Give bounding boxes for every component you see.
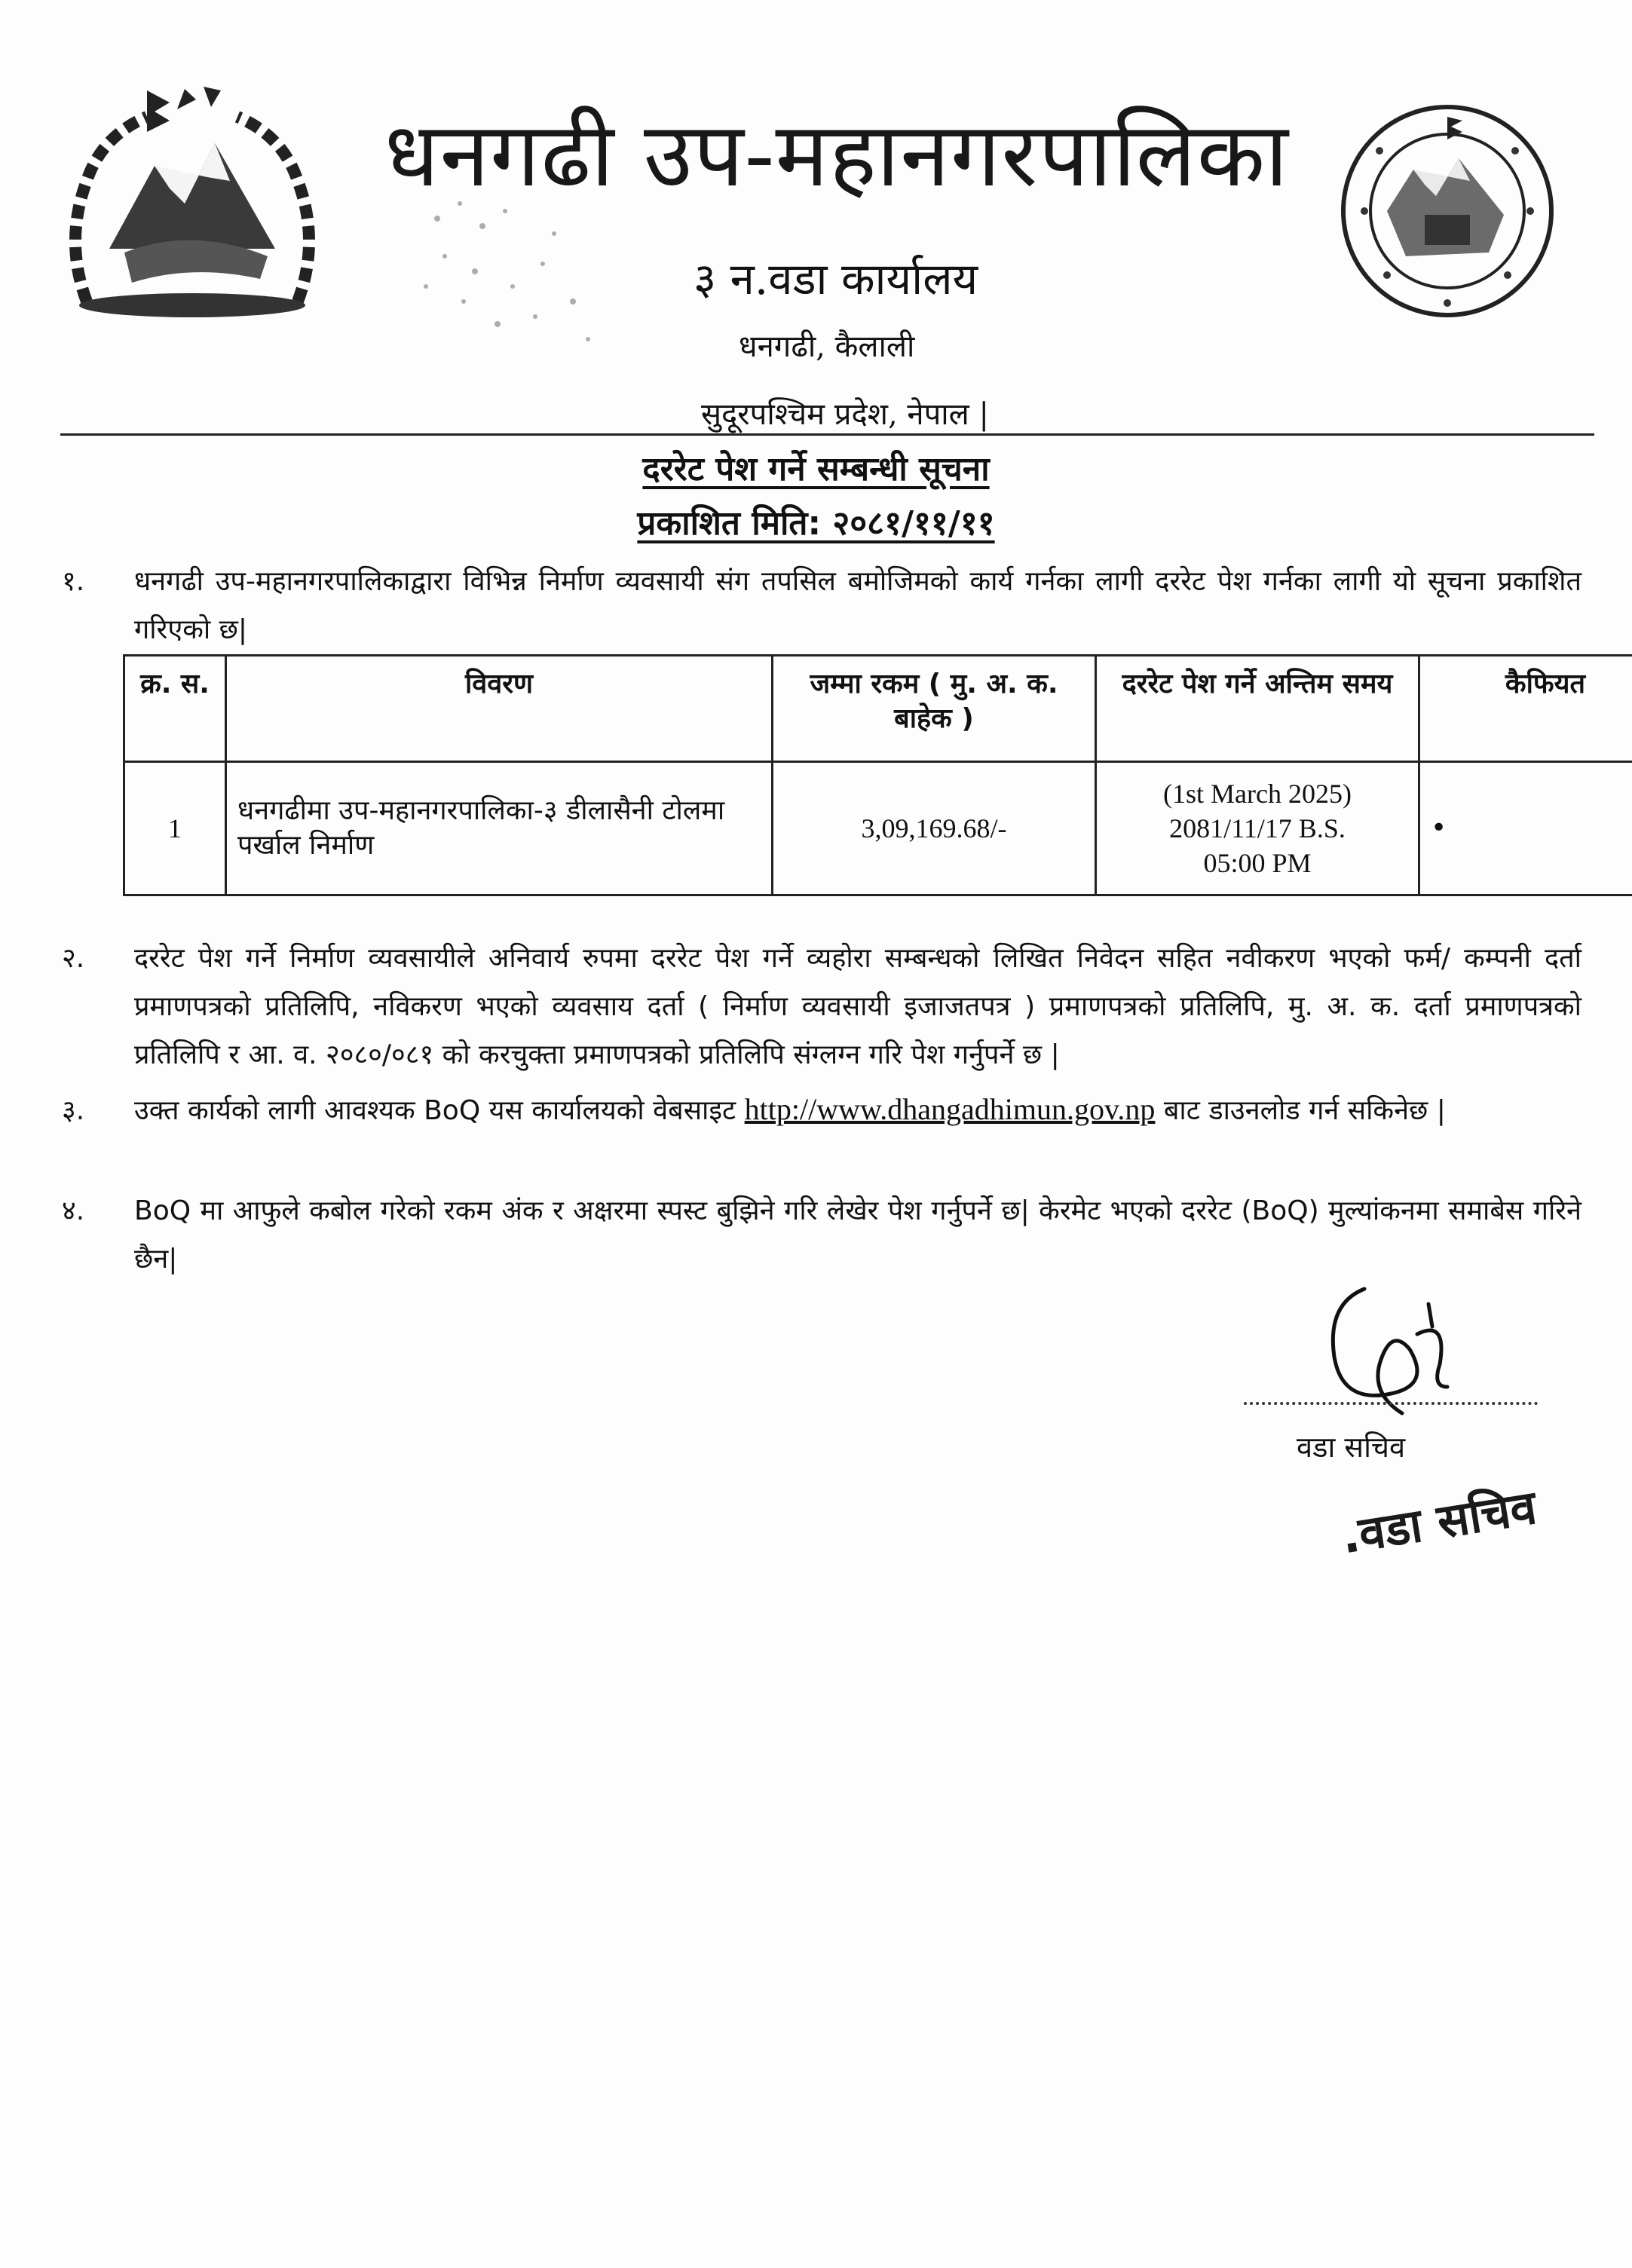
signatory-stamp: .वडा सचिव (1337, 1479, 1541, 1565)
paragraph-1-text: धनगढी उप-महानगरपालिकाद्वारा विभिन्न निर्माण व्यवसायी संग तपसिल बमोजिमको कार्य गर्नका लागी दररेट पेश गर्नका लागी यो सूचना प्रकाशित गरिएको छ| (134, 566, 1581, 645)
paragraph-4-number: ४. (62, 1195, 85, 1226)
paragraph-2 (62, 935, 1581, 1079)
paragraph-1-number: १. (62, 566, 85, 597)
published-date-text: प्रकाशित मिति: २०८१/११/११ (637, 504, 995, 543)
cell-description: धनगढीमा उप-महानगरपालिका-३ डीलासैनी टोलमा पर्खाल निर्माण (226, 762, 773, 895)
deadline-time: 05:00 PM (1203, 848, 1312, 878)
cell-amount: 3,09,169.68/- (773, 762, 1096, 895)
office-address: धनगढी, कैलाली (739, 329, 915, 364)
header-deadline: दररेट पेश गर्ने अन्तिम समय (1096, 656, 1419, 762)
province-country: सुदूरपश्चिम प्रदेश, नेपाल | (701, 397, 989, 432)
signatory-title: वडा सचिव (1297, 1431, 1406, 1464)
table-row (124, 762, 1632, 895)
paragraph-2-text: दररेट पेश गर्ने निर्माण व्यवसायीले अनिवार्य रुपमा दररेट पेश गर्ने व्यहोरा सम्बन्धको लिखित निवेदन सहित नवीकरण भएको फर्म/ कम्पनी दर्ता प्रमाणपत्रको प्रतिलिपि, नविकरण भएको व्यवसाय दर्ता ( निर्माण व्यवसायी इजाजतपत्र ) प्रमाणपत्रको प्रतिलिपि, मु. अ. क. दर्ता प्रमाणपत्रको प्रतिलिपि र आ. व. २०८०/०८१ को करचुक्ता प्रमाणपत्रको प्रतिलिपि संग्लग्न गरि पेश गर्नुपर्ने छ | (134, 943, 1581, 1070)
ward-office-name: ३ न.वडा कार्यालय (694, 253, 978, 305)
table-header-row (124, 656, 1632, 762)
municipality-seal-icon (1334, 98, 1560, 324)
header-amount: जम्मा रकम ( मु. अ. क. बाहेक ) (773, 656, 1096, 762)
deadline-date-bs: 2081/11/17 B.S. (1169, 813, 1346, 843)
published-date (0, 499, 1632, 549)
header-description: विवरण (226, 656, 773, 762)
paragraph-3 (62, 1085, 1581, 1135)
paragraph-1 (62, 558, 1581, 654)
paragraph-4 (62, 1187, 1581, 1284)
cell-remarks: • (1419, 762, 1632, 895)
paragraph-2-number: २. (62, 943, 85, 974)
header-divider (60, 433, 1594, 436)
notice-title-text: दररेट पेश गर्ने सम्बन्धी सूचना (642, 450, 990, 488)
cell-sn: 1 (124, 762, 226, 895)
paragraph-3-text-before: उक्त कार्यको लागी आवश्यक BoQ यस कार्यालयको वेबसाइट (134, 1095, 736, 1126)
nepal-government-emblem-icon (57, 75, 328, 324)
header-sn: क्र. स. (124, 656, 226, 762)
header-remarks: कैफियत (1419, 656, 1632, 762)
notice-title (0, 445, 1632, 494)
website-link[interactable]: http://www.dhangadhimun.gov.np (744, 1092, 1156, 1126)
cell-deadline (1096, 762, 1419, 895)
signature-line (1244, 1396, 1538, 1405)
paragraph-3-number: ३. (62, 1095, 85, 1126)
deadline-date-ad: (1st March 2025) (1163, 779, 1352, 809)
organization-name: धनगढी उप-महानगरपालिका (384, 103, 1289, 207)
tender-table (123, 654, 1632, 896)
paragraph-4-text: BoQ मा आफुले कबोल गरेको रकम अंक र अक्षरमा स्पस्ट बुझिने गरि लेखेर पेश गर्नुपर्ने छ| केरमेट भएको दररेट (BoQ) मुल्यांकनमा समाबेस गरिने छैन| (134, 1195, 1581, 1275)
paragraph-3-text-after: बाट डाउनलोड गर्न सकिनेछ | (1163, 1095, 1446, 1126)
